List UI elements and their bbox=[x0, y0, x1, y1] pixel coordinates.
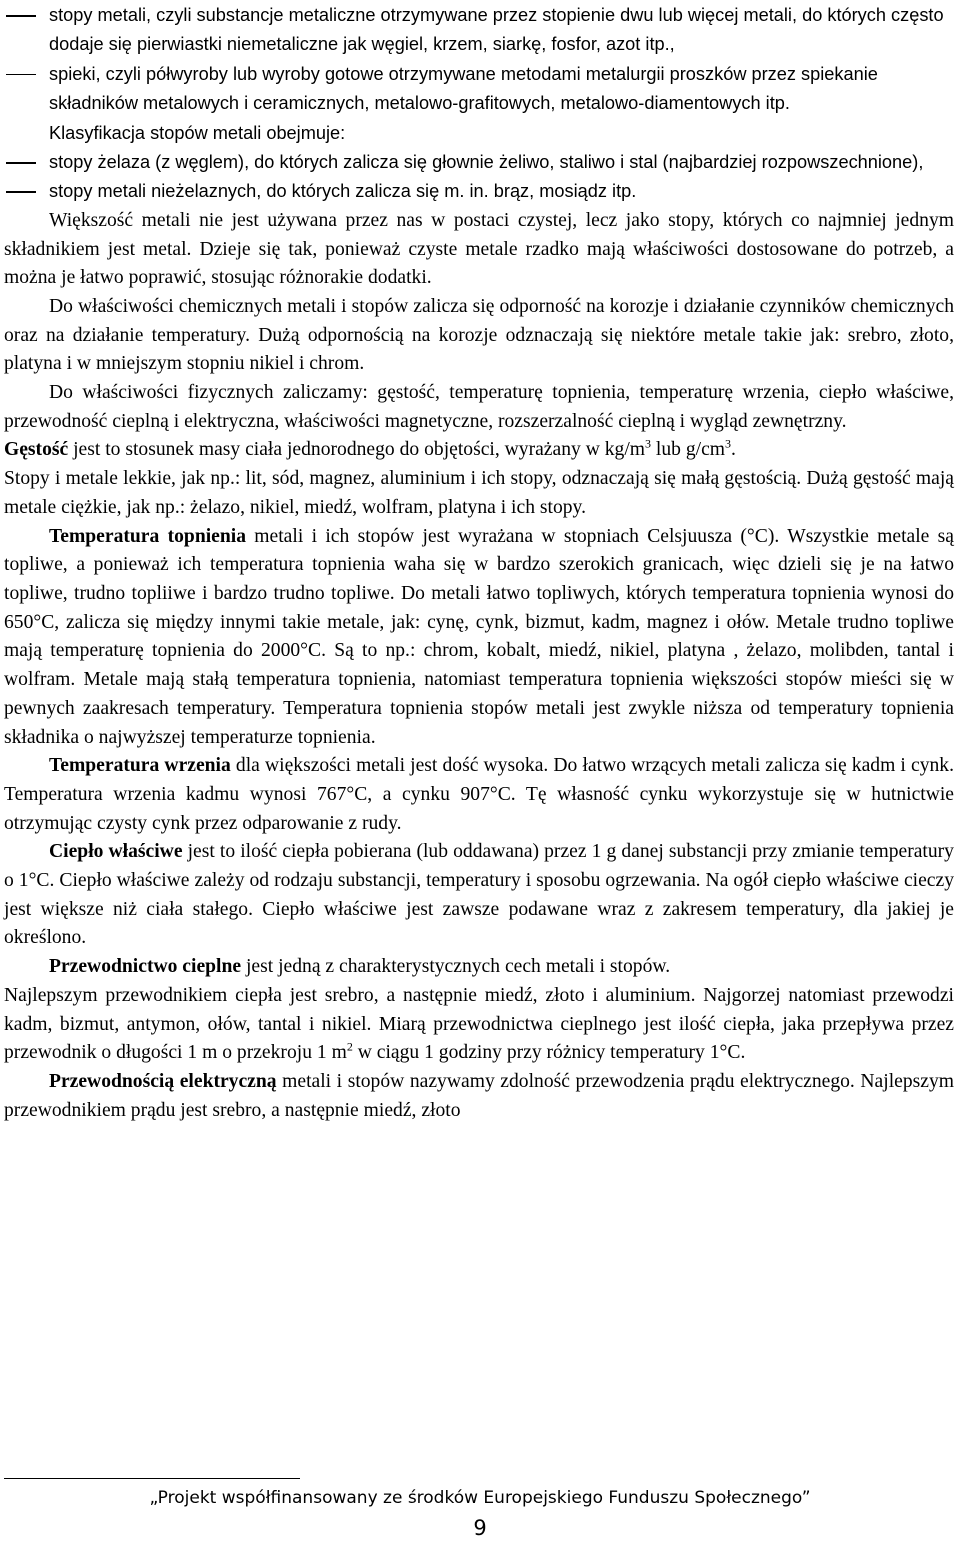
term-electrical-conductivity: Przewodnością elektryczną bbox=[49, 1070, 277, 1092]
paragraph-boiling-point bbox=[4, 752, 954, 838]
paragraph-electrical-conductivity bbox=[4, 1068, 954, 1125]
footer-divider bbox=[4, 1478, 300, 1479]
list-item bbox=[4, 1, 954, 60]
term-thermal-conductivity: Przewodnictwo cieplne bbox=[49, 956, 242, 978]
melting-text: metali i ich stopów jest wyrażana w stopniach Celsjuusza (°C). Wszystkie metale są topliwe, a ponieważ ich temperatura topnienia waha się w bardzo szerokich granicach, więc dzieli się je na łatwo topliwe, trudno topliiwe i bardzo trudno topliwe. Do metali łatwo topliwych, których temperatura topnienia wynosi do 650°C, zalicza się między innymi takie metale, jak: cynę, cynk, bizmut, kadm, magnez i ołów. Metale trudno topliwe mają temperaturę topnienia do 2000°C. Są to np.: chrom, kobalt, miedź, nikiel, platyna , żelazo, molibden, tantal i wolfram. Metale mają stałą temperatura topnienia, natomiast temperatura topnienia większości stopów mieści się w pewnych zaakresach temperatury. Temperatura topnienia stopów metali jest zwykle niższa od temperatury topnienia składnika o najwyższej temperaturze topnienia. bbox=[4, 525, 954, 748]
page-number: 9 bbox=[473, 1516, 487, 1540]
list-item-text: stopy metali, czyli substancje metaliczne otrzymywane przez stopienie dwu lub więcej metali, do których często dodaje się pierwiastki niemetaliczne jak węgiel, krzem, siarkę, fosfor, azot itp., bbox=[49, 5, 944, 55]
paragraph-melting-point bbox=[4, 523, 954, 753]
paragraph-specific-heat bbox=[4, 838, 954, 953]
document-page bbox=[4, 1, 954, 1125]
paragraph-thermal-conductivity-details bbox=[4, 982, 954, 1068]
classification-intro: Klasyfikacja stopów metali obejmuje: bbox=[49, 122, 346, 143]
conductivity-details-text: Najlepszym przewodnikiem ciepła jest srebro, a następnie miedź, złoto i aluminium. Najgorzej natomiast przewodzi kadm, bizmut, antymon, ołów, tantal i nikiel. Miarą przewodnictwa cieplnego jest ilość ciepła, jaka przepływa przez przewodnik o długości 1 m o przekroju 1 m bbox=[4, 984, 954, 1064]
list-item-text: spieki, czyli półwyroby lub wyroby gotowe otrzymywane metodami metalurgii proszków przez spiekanie składników metalowych i ceramicznych, metalowo-grafitowych, metalowo-diamentowych itp. bbox=[49, 63, 878, 114]
list-item bbox=[4, 60, 954, 119]
term-specific-heat: Ciepło właściwe bbox=[49, 841, 183, 863]
paragraph-alloys: Większość metali nie jest używana przez nas w postaci czystej, lecz jako stopy, których co najmniej jednym składnikiem jest metal. Dzieje się tak, ponieważ czyste metale rzadko mają właściwości dostosowane do potrzeb, a można je łatwo poprawić, stosując różnorakie dodatki. bbox=[4, 209, 954, 289]
density-sup-1: 3 bbox=[645, 436, 652, 451]
term-boiling-point: Temperatura wrzenia bbox=[49, 755, 231, 777]
list-item-text: stopy żelaza (z węglem), do których zalicza się głownie żeliwo, staliwo i stal (najbardziej rozpowszechnione), bbox=[49, 152, 924, 173]
density-text-3: . bbox=[731, 439, 736, 461]
electrical-text: metali i stopów nazywamy zdolność przewodzenia prądu elektrycznego. Najlepszym przewodnikiem prądu jest srebro, a następnie miedź, złoto bbox=[4, 1070, 954, 1121]
conductivity-details-text-end: w ciągu 1 godziny przy różnicy temperatury 1°C. bbox=[352, 1042, 746, 1064]
list-item-text: stopy metali nieżelaznych, do których zalicza się m. in. brąz, mosiądz itp. bbox=[49, 181, 637, 202]
term-density: Gęstość bbox=[4, 439, 69, 461]
list-item bbox=[4, 148, 954, 177]
conductivity-sup: 2 bbox=[346, 1039, 353, 1054]
density-sup-2: 3 bbox=[725, 436, 732, 451]
footer-note: „Projekt współfinansowany ze środków Europejskiego Funduszu Społecznego” bbox=[149, 1488, 811, 1508]
paragraph-density bbox=[4, 436, 954, 465]
conductivity-text: jest jedną z charakterystycznych cech metali i stopów. bbox=[241, 956, 671, 978]
density-text-1: jest to stosunek masy ciała jednorodnego do objętości, wyrażany w kg/m bbox=[68, 439, 646, 461]
paragraph-density-examples: Stopy i metale lekkie, jak np.: lit, sód, magnez, aluminium i ich stopy, odznaczają się małą gęstością. Dużą gęstość mają metale ciężkie, jak np.: żelazo, nikiel, miedź, wolfram, platyna i ich stopy. bbox=[4, 468, 954, 518]
boiling-text: dla większości metali jest dość wysoka. Do łatwo wrzących metali zalicza się kadm i cynk. Temperatura wrzenia kadmu wynosi 767°C, a cynku 907°C. Tę własność cynku wykorzystuje się w hutnictwie otrzymując czysty cynk przez odparowanie z rudy. bbox=[4, 755, 954, 834]
paragraph-chemical-properties: Do właściwości chemicznych metali i stopów zalicza się odporność na korozje i działanie czynników chemicznych oraz na działanie temperatury. Dużą odpornością na korozje odznaczają się niektóre metale takie jak: srebro, złoto, platyna i w mniejszym stopniu nikiel i chrom. bbox=[4, 295, 954, 375]
list-item bbox=[4, 177, 954, 206]
top-bullet-list bbox=[4, 1, 954, 119]
specific-heat-text: jest to ilość ciepła pobierana (lub oddawana) przez 1 g danej substancji przy zmianie temperatury o 1°C. Ciepło właściwe zależy od rodzaju substancji, temperatury i sposobu ogrzewania. Na ogół ciepło właściwe cieczy jest większe niż ciała stałego. Ciepło właściwe jest zawsze podawane wraz z zakresem temperatury, dla jakiej je określono. bbox=[4, 841, 954, 949]
density-text-2: lub g/cm bbox=[651, 439, 726, 461]
classification-bullet-list bbox=[4, 148, 954, 207]
paragraph-thermal-conductivity bbox=[4, 953, 954, 982]
paragraph-physical-properties: Do właściwości fizycznych zaliczamy: gęstość, temperaturę topnienia, temperaturę wrzenia, ciepło właściwe, przewodność cieplną i elektryczna, właściwości magnetyczne, rozszerzalność cieplną i wygląd zewnętrzny. bbox=[4, 382, 954, 432]
term-melting-point: Temperatura topnienia bbox=[49, 525, 246, 547]
